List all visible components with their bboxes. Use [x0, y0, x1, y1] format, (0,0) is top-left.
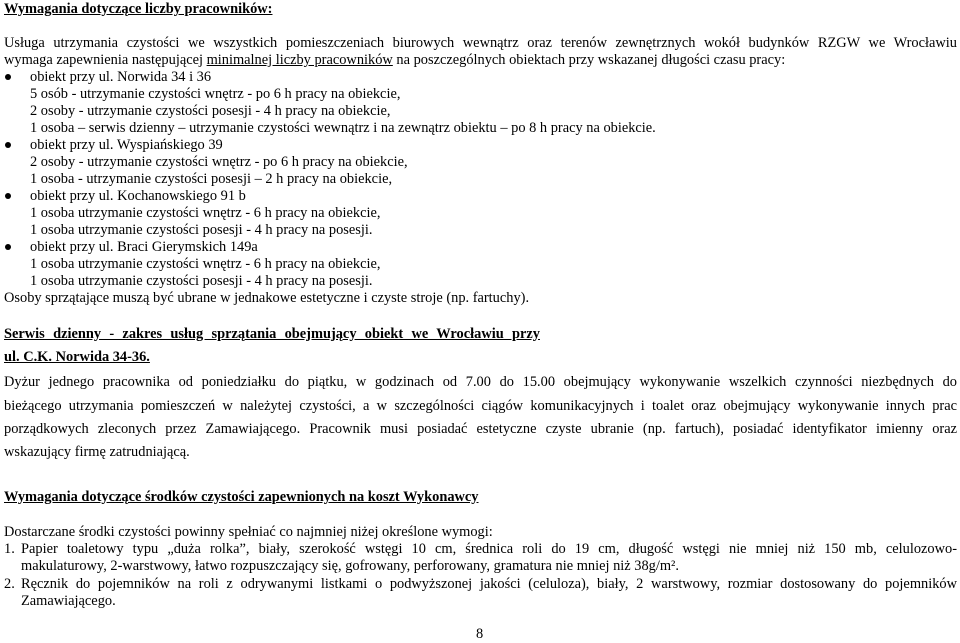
dress-code-note: Osoby sprzątające muszą być ubrane w jednakowe estetyczne i czyste stroje (np. fartuchy). — [4, 290, 530, 306]
intro-line-2-pre: wymaga zapewnienia następującej — [4, 52, 207, 68]
supplies-item-1-line-2: makulaturowy, 2-warstwowy, łatwo rozpuszczający się, gofrowany, perforowany, gramatura nie mniej niż 38g/m². — [21, 558, 679, 574]
daily-service-line-2: bieżącego utrzymania pomieszczeń w należytej czystości, a w szczególności ciągów komunikacyjnych i toalet oraz obejmujący wykonywanie innych prac — [4, 398, 957, 414]
supplies-intro: Dostarczane środki czystości powinny spełniać co najmniej niżej określone wymogi: — [4, 524, 493, 540]
list-item-number: 2. — [4, 576, 15, 592]
intro-line-2 — [4, 52, 785, 69]
section-heading-cleaning-supplies: Wymagania dotyczące środków czystości zapewnionych na koszt Wykonawcy — [4, 489, 479, 505]
list-item: 1 osoba – serwis dzienny – utrzymanie czystości wewnątrz i na zewnątrz obiektu – po 8 h pracy na obiekcie. — [30, 120, 656, 136]
bullet-icon — [5, 193, 11, 199]
supplies-item-2-line-2: Zamawiającego. — [21, 593, 116, 609]
object-gierymskich-name: obiekt przy ul. Braci Gierymskich 149a — [30, 239, 258, 255]
daily-service-line-1: Dyżur jednego pracownika od poniedziałku do piątku, w godzinach od 7.00 do 15.00 obejmujący wykonywanie wszelkich czynności niezbędnych do — [4, 374, 957, 390]
object-wyspianskiego-name: obiekt przy ul. Wyspiańskiego 39 — [30, 137, 223, 153]
supplies-item-2-line-1: Ręcznik do pojemników na roli z odrywanymi listkami o podwyższonej jakości (celuloza), biały, 2 warstwowy, rozmiar dostosowany do pojemników — [21, 576, 957, 592]
list-item: 1 osoba utrzymanie czystości posesji - 4 h pracy na posesji. — [30, 222, 373, 238]
list-item-number: 1. — [4, 541, 15, 557]
object-kochanowskiego-name: obiekt przy ul. Kochanowskiego 91 b — [30, 188, 246, 204]
daily-service-line-3: porządkowych zleconych przez Zamawiającego. Pracownik musi posiadać estetyczne czyste ubranie (np. fartuch), posiadać identyfikator imienny oraz — [4, 421, 957, 437]
intro-line-1: Usługa utrzymania czystości we wszystkich pomieszczeniach biurowych wewnątrz oraz terenów zewnętrznych wokół budynków RZGW we Wrocławiu — [4, 35, 957, 51]
bullet-icon — [5, 74, 11, 80]
intro-line-2-underlined: minimalnej liczby pracowników — [206, 52, 393, 68]
bullet-icon — [5, 142, 11, 148]
bullet-icon — [5, 244, 11, 250]
list-item: 1 osoba utrzymanie czystości wnętrz - 6 h pracy na obiekcie, — [30, 205, 381, 221]
object-norwida-name: obiekt przy ul. Norwida 34 i 36 — [30, 69, 212, 85]
list-item: 1 osoba utrzymanie czystości wnętrz - 6 h pracy na obiekcie, — [30, 256, 381, 272]
intro-line-2-post: na poszczególnych obiektach przy wskazanej długości czasu pracy: — [392, 52, 786, 68]
daily-service-line-4: wskazujący firmę zatrudniającą. — [4, 444, 190, 460]
page-number: 8 — [476, 626, 484, 642]
section-heading-daily-service: Serwis dzienny - zakres usług sprzątania obejmujący obiekt we Wrocławiu przy — [4, 326, 540, 342]
section-heading-daily-service-address: ul. C.K. Norwida 34-36. — [4, 349, 150, 365]
list-item: 1 osoba - utrzymanie czystości posesji – 2 h pracy na obiekcie, — [30, 171, 393, 187]
section-heading-staffing: Wymagania dotyczące liczby pracowników: — [4, 1, 273, 17]
list-item: 1 osoba utrzymanie czystości posesji - 4 h pracy na posesji. — [30, 273, 373, 289]
list-item: 2 osoby - utrzymanie czystości wnętrz - po 6 h pracy na obiekcie, — [30, 154, 408, 170]
supplies-item-1-line-1: Papier toaletowy typu „duża rolka”, biały, szerokość wstęgi 10 cm, średnica roli do 19 cm, długość wstęgi nie mniej niż 150 mb, celulozowo- — [21, 541, 957, 557]
list-item: 2 osoby - utrzymanie czystości posesji - 4 h pracy na obiekcie, — [30, 103, 391, 119]
list-item: 5 osób - utrzymanie czystości wnętrz - po 6 h pracy na obiekcie, — [30, 86, 401, 102]
